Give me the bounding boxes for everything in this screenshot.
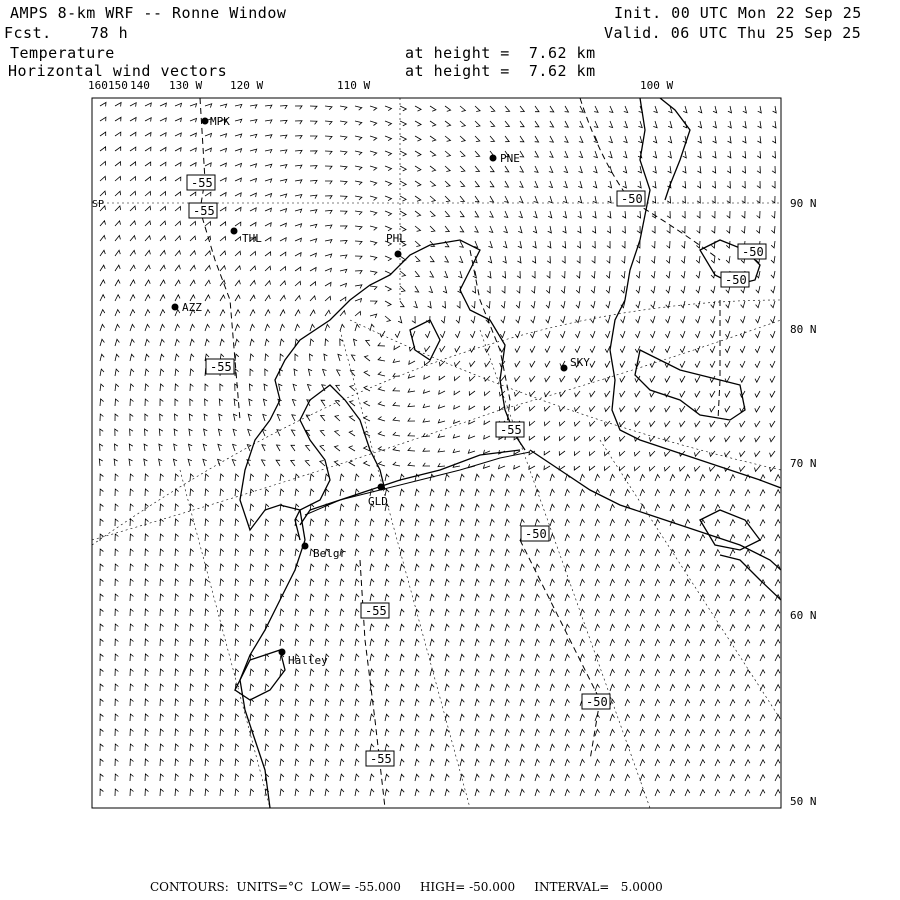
forecast-label: Fcst. [4,24,52,42]
map-title: AMPS 8-km WRF -- Ronne Window [10,4,287,22]
svg-text:-55: -55 [370,752,392,766]
svg-text:PNE: PNE [500,152,520,165]
height-temperature: at height = 7.62 km [405,44,596,62]
inner-island [410,320,440,360]
station-thl [231,228,263,246]
station-sky [561,356,591,372]
lat-label-60n: 60 N [790,609,817,622]
svg-text:Belgr: Belgr [313,547,347,560]
field-temperature: Temperature [10,44,115,62]
lat-line-70 [350,320,781,470]
svg-text:-50: -50 [525,527,547,541]
peninsula-coast [610,98,781,488]
contour-label-1 [187,175,215,190]
lon-label-110w: 110 W [337,79,371,92]
svg-text:-55: -55 [193,204,215,218]
contour-minus-50-south [520,540,600,760]
svg-text:PHL: PHL [386,232,406,245]
contour-label-10 [582,694,610,709]
station-mpk [202,115,231,128]
svg-text:Halley: Halley [288,654,328,667]
svg-text:-50: -50 [742,245,764,259]
alexander-island [635,350,745,420]
station-belgr [302,543,347,561]
contour-label-11 [366,751,394,766]
contour-label-6 [206,359,234,374]
grounding-line [300,450,520,525]
contour-minus-50-north [580,98,720,260]
station-phl [386,232,406,258]
svg-text:-50: -50 [586,695,608,709]
svg-text:SKY: SKY [570,356,590,369]
lon-label-150: 150 [108,79,128,92]
contour-label-9 [361,603,389,618]
station-pne [490,152,520,165]
lat-label-50n: 50 N [790,795,817,808]
station-halley [279,649,329,668]
coast-loop [295,385,385,540]
height-wind: at height = 7.62 km [405,62,596,80]
lon-label-120w: 120 W [230,79,264,92]
svg-text:GLD: GLD [368,495,388,508]
lon-label-100w: 100 W [640,79,674,92]
svg-text:-55: -55 [500,423,522,437]
contour-labels [187,175,766,766]
berkner-island [700,510,760,550]
init-time: Init. 00 UTC Mon 22 Sep 25 [614,4,862,22]
lon-label-160: 160 [88,79,108,92]
corner-label: SP [92,199,105,210]
station-azz [172,301,203,314]
lat-line-85 [92,300,781,545]
contour-minus-50-east [718,300,720,420]
contour-label-4 [738,244,766,259]
svg-text:-50: -50 [621,192,643,206]
coastlines [235,98,781,808]
svg-text:MPK: MPK [210,115,230,128]
contour-minus-50-central [470,250,510,440]
lon-label-130w: 130 W [169,79,203,92]
svg-text:AZZ: AZZ [182,301,202,314]
contour-label-5 [721,272,749,287]
lat-line-80 [92,320,781,540]
forecast-hour: 78 h [90,24,129,42]
contour-minus-55-south [360,560,385,808]
svg-text:-50: -50 [725,273,747,287]
lon-line-b [340,330,470,808]
contour-label-7 [496,422,524,437]
lat-label-90n: 90 N [790,197,817,210]
svg-text:-55: -55 [365,604,387,618]
svg-text:THL: THL [242,232,262,245]
contour-label-2 [189,203,217,218]
svg-text:-55: -55 [210,360,232,374]
contour-info-footer: CONTOURS: UNITS=°C LOW= -55.000 HIGH= -50.000 INTERVAL= 5.0000 [150,880,663,894]
svg-text:-55: -55 [191,176,213,190]
field-wind-vectors: Horizontal wind vectors [8,62,228,80]
contour-label-8 [521,526,549,541]
lat-label-80n: 80 N [790,323,817,336]
valid-time: Valid. 06 UTC Thu 25 Sep 25 [604,24,862,42]
contour-label-3 [617,191,645,206]
lat-label-70n: 70 N [790,457,817,470]
lon-label-140: 140 [130,79,150,92]
stations-layer [172,115,591,667]
